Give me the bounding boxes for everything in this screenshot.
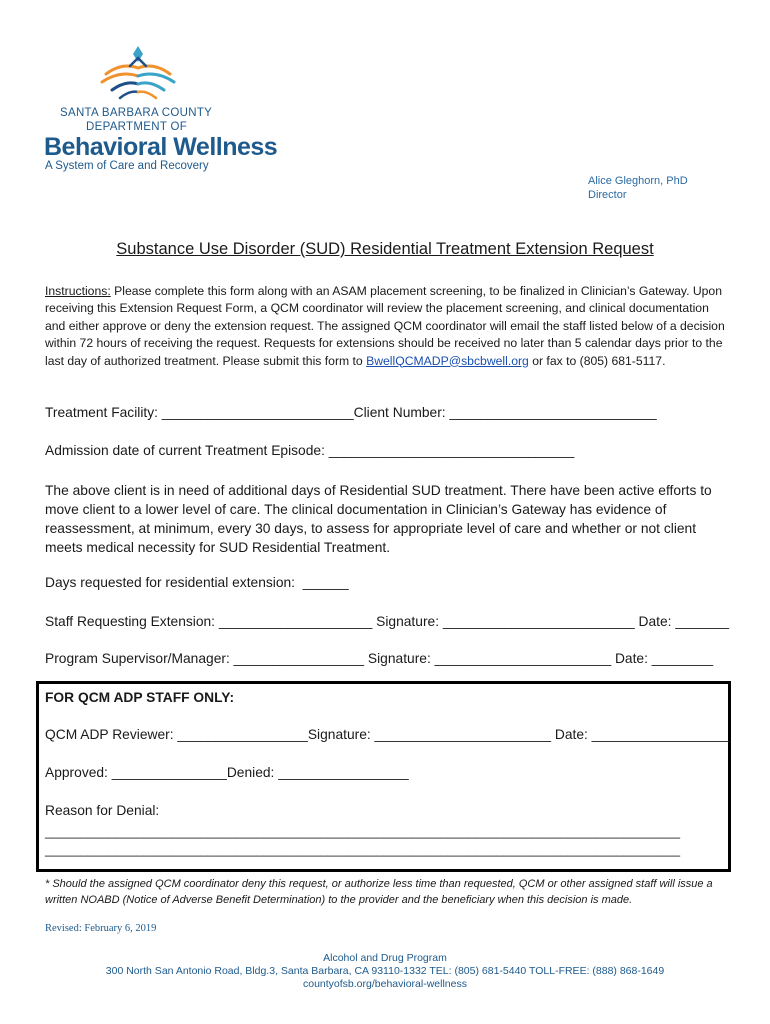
instructions <box>45 283 725 370</box>
fax-text: or fax to (805) 681-5117. <box>528 353 666 368</box>
logo-mark-icon <box>92 44 184 102</box>
page-title: Substance Use Disorder (SUD) Residential Treatment Extension Request <box>116 240 654 258</box>
facility-client-field[interactable]: Treatment Facility: _________________________Client Number: ___________________________ <box>45 405 657 420</box>
footer-program: Alcohol and Drug Program <box>323 952 447 964</box>
reason-line-1[interactable]: __________________________________________________________________________________________ <box>45 825 681 839</box>
supervisor-field[interactable]: Program Supervisor/Manager: _________________ Signature: _______________________ Date: ________ <box>45 651 714 666</box>
reason-for-denial-label: Reason for Denial: <box>45 803 160 818</box>
client-need-paragraph: The above client is in need of additional days of Residential SUD treatment. There have been active efforts to move client to a lower level of care. The clinical documentation in Clinician’s Gateway has evidence of reassessment, at minimum, every 30 days, to assess for appropriate level of care and whether or not client meets medical necessity for SUD Residential Treatment. <box>45 483 712 555</box>
reason-line-2[interactable]: __________________________________________________________________________________________ <box>45 843 681 857</box>
org-line-1: SANTA BARBARA COUNTY <box>60 107 213 119</box>
staff-requesting-field[interactable]: Staff Requesting Extension: ____________________ Signature: _________________________ Date: _______ <box>45 614 730 629</box>
approved-denied-field[interactable]: Approved: _______________Denied: _________________ <box>45 765 409 780</box>
director-name: Alice Gleghorn, PhD <box>588 175 688 187</box>
org-tagline: A System of Care and Recovery <box>45 160 209 172</box>
email-link[interactable]: BwellQCMADP@sbcbwell.org <box>366 353 529 368</box>
footer-website[interactable]: countyofsb.org/behavioral-wellness <box>302 978 467 990</box>
footer-address: 300 North San Antonio Road, Bldg.3, Santa Barbara, CA 93110-1332 TEL: (805) 681-5440 TOLL-FREE: (888) 868-1649 <box>105 965 665 977</box>
qcm-reviewer-field[interactable]: QCM ADP Reviewer: _________________Signature: _______________________ Date: __________________ <box>45 727 730 742</box>
instructions-label: Instructions: <box>45 284 111 298</box>
revised-date: Revised: February 6, 2019 <box>45 923 157 934</box>
noabd-note: * Should the assigned QCM coordinator deny this request, or authorize less time than requested, QCM or other assigned staff will issue a written NOABD (Notice of Adverse Benefit Determination) to the provider and the beneficiary when this decision is made. <box>45 878 713 906</box>
qcm-heading: FOR QCM ADP STAFF ONLY: <box>45 690 235 705</box>
days-requested-field[interactable]: Days requested for residential extension: ______ <box>45 575 349 590</box>
org-line-2: DEPARTMENT OF <box>86 121 188 133</box>
admission-date-field[interactable]: Admission date of current Treatment Episode: ________________________________ <box>45 443 575 458</box>
director-title: Director <box>588 189 627 201</box>
instructions-text: Please complete this form along with an ASAM placement screening, to be finalized in Clinician’s Gateway. Upon receiving this Extension Request Form, a QCM coordinator will review the placement screening, and clinical documentation and either approve or deny the extension request. The assigned QCM coordinator will email the staff listed below of a decision within 72 hours of receiving the request. Requests for extensions should be received no later than 5 calendar days prior to the last day of authorized treatment. Please submit this form to <box>45 284 725 368</box>
org-name: Behavioral Wellness <box>44 133 278 161</box>
